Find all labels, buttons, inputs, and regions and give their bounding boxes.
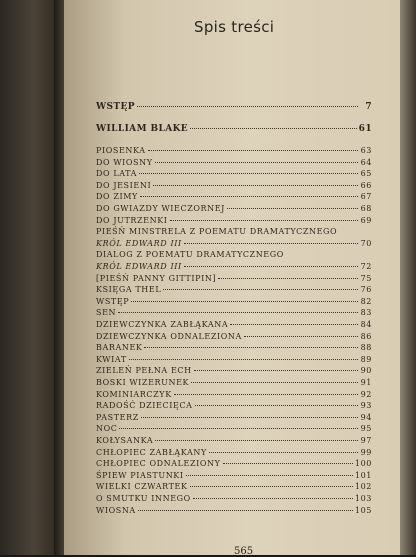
toc-entry-title: DO JUTRZENKI bbox=[96, 216, 168, 225]
toc-entry bbox=[96, 424, 372, 435]
dot-leader bbox=[141, 417, 358, 418]
toc-entry-page: 91 bbox=[360, 378, 372, 387]
toc-entry-page: 88 bbox=[360, 343, 372, 352]
dot-leader bbox=[190, 128, 357, 129]
toc-entry-title: KRÓL EDWARD III bbox=[96, 262, 182, 271]
dot-leader bbox=[193, 498, 353, 499]
toc-entry-title: WIOSNA bbox=[96, 506, 136, 515]
toc-entry-page: 83 bbox=[360, 308, 372, 317]
toc-entry bbox=[96, 204, 372, 215]
toc-entry-page: 75 bbox=[360, 274, 372, 283]
toc-entry bbox=[96, 274, 372, 285]
toc-entry-title: DO LATA bbox=[96, 169, 138, 178]
page-edge-shadow bbox=[400, 0, 416, 555]
toc-entry-page: 90 bbox=[360, 366, 372, 375]
toc-entry-title: CHŁOPIEC ZABŁĄKANY bbox=[96, 448, 207, 457]
toc-entry bbox=[96, 320, 372, 331]
toc-entry bbox=[96, 366, 372, 377]
toc-entry bbox=[96, 436, 372, 447]
toc-entry-page: 72 bbox=[360, 262, 372, 271]
toc-entry-title: DZIEWCZYNKA ZABŁĄKANA bbox=[96, 320, 229, 329]
toc-entry-title: WSTĘP bbox=[96, 102, 135, 112]
toc-entry bbox=[96, 471, 372, 482]
toc-entry bbox=[96, 448, 372, 459]
toc-entry-title: PIOSENKA bbox=[96, 146, 146, 155]
dot-leader bbox=[153, 185, 358, 186]
toc-entry bbox=[96, 146, 372, 157]
dot-leader bbox=[190, 486, 353, 487]
toc-entry bbox=[96, 308, 372, 319]
toc-entry-page: 61 bbox=[358, 124, 372, 134]
toc-entry bbox=[96, 378, 372, 389]
toc-entry-title: BOSKI WIZERUNEK bbox=[96, 378, 190, 387]
toc-major-entry bbox=[96, 101, 372, 113]
dot-leader bbox=[140, 196, 358, 197]
dot-leader bbox=[218, 278, 358, 279]
toc-entry-title: KRÓL EDWARD III bbox=[96, 239, 182, 248]
toc-entry bbox=[96, 390, 372, 401]
dot-leader bbox=[227, 208, 358, 209]
toc-entry-title: WILLIAM BLAKE bbox=[96, 124, 189, 134]
toc-entry-page: 63 bbox=[360, 146, 372, 155]
toc-entry-page: 100 bbox=[354, 459, 372, 468]
toc-entry-page: 101 bbox=[354, 471, 372, 480]
toc-entry bbox=[96, 494, 372, 505]
dot-leader bbox=[186, 475, 353, 476]
dot-leader bbox=[184, 243, 358, 244]
dot-leader bbox=[191, 382, 358, 383]
toc-entry-page: 66 bbox=[360, 181, 372, 190]
toc-entry-page: 70 bbox=[360, 239, 372, 248]
dot-leader bbox=[139, 173, 358, 174]
dot-leader bbox=[155, 440, 358, 441]
toc-entry-page: 67 bbox=[360, 192, 372, 201]
dot-leader bbox=[137, 106, 358, 107]
toc-entry bbox=[96, 459, 372, 470]
toc-entry-title: BARANEK bbox=[96, 343, 143, 352]
toc-entry bbox=[96, 401, 372, 412]
dot-leader bbox=[244, 336, 358, 337]
toc-entry-page: 76 bbox=[360, 285, 372, 294]
page-number: 565 bbox=[234, 546, 254, 557]
dot-leader bbox=[138, 510, 353, 511]
toc-entry-title: KOŁYSANKA bbox=[96, 436, 154, 445]
toc-entry-page: 103 bbox=[354, 494, 372, 503]
toc-entry-title: DO WIOSNY bbox=[96, 158, 153, 167]
dot-leader bbox=[184, 266, 358, 267]
toc-entry bbox=[96, 158, 372, 169]
dot-leader bbox=[131, 301, 358, 302]
toc-entry-title: SEN bbox=[96, 308, 117, 317]
dot-leader bbox=[209, 452, 358, 453]
dot-leader bbox=[148, 150, 358, 151]
dot-leader bbox=[170, 220, 358, 221]
toc-entry-title: KOMINIARCZYK bbox=[96, 390, 172, 399]
toc-entry-page: 105 bbox=[354, 506, 372, 515]
toc-entry-title: NOC bbox=[96, 424, 118, 433]
toc-major-entry bbox=[96, 123, 372, 135]
toc-entry-page: 86 bbox=[360, 332, 372, 341]
toc-entry bbox=[96, 355, 372, 366]
toc-entry-page: 102 bbox=[354, 482, 372, 491]
dot-leader bbox=[144, 347, 358, 348]
toc-entry bbox=[96, 413, 372, 424]
dot-leader bbox=[163, 289, 358, 290]
toc-entry-title: DO JESIENI bbox=[96, 181, 152, 190]
toc-entry bbox=[96, 216, 372, 227]
toc-entry-page: 97 bbox=[360, 436, 372, 445]
toc-entry-page: 64 bbox=[360, 158, 372, 167]
dot-leader bbox=[129, 359, 358, 360]
page-title: Spis treści bbox=[194, 18, 275, 36]
toc-entry-page: 68 bbox=[360, 204, 372, 213]
toc-entry-title: ZIELEŃ PEŁNA ECH bbox=[96, 366, 192, 375]
toc-entry-title: WSTĘP bbox=[96, 297, 130, 306]
toc-entry bbox=[96, 343, 372, 354]
toc-entry-page: 92 bbox=[360, 390, 372, 399]
toc-entry-title: KWIAT bbox=[96, 355, 127, 364]
toc-entry-page: 84 bbox=[360, 320, 372, 329]
toc-entry-title: WIELKI CZWARTEK bbox=[96, 482, 188, 491]
toc-entry-page: 69 bbox=[360, 216, 372, 225]
toc-entry bbox=[96, 239, 372, 250]
toc-entry bbox=[96, 169, 372, 180]
toc-entry bbox=[96, 297, 372, 308]
toc-entry-page: 99 bbox=[360, 448, 372, 457]
toc-entry-page: 94 bbox=[360, 413, 372, 422]
toc-entry-title: O SMUTKU INNEGO bbox=[96, 494, 191, 503]
dot-leader bbox=[174, 394, 358, 395]
toc-entry bbox=[96, 262, 372, 273]
toc-entry bbox=[96, 332, 372, 343]
dot-leader bbox=[195, 405, 358, 406]
dot-leader bbox=[118, 312, 358, 313]
toc-entry-page: 95 bbox=[360, 424, 372, 433]
toc-entry bbox=[96, 192, 372, 203]
dot-leader bbox=[119, 428, 358, 429]
dot-leader bbox=[155, 162, 358, 163]
toc-entry-page: 93 bbox=[360, 401, 372, 410]
toc-entry-page: 65 bbox=[360, 169, 372, 178]
toc-entry-title: ŚPIEW PIASTUNKI bbox=[96, 471, 184, 480]
toc-entry-title: [PIEŚŃ PANNY GITTIPIN] bbox=[96, 274, 217, 283]
toc-entry-title: DZIEWCZYNKA ODNALEZIONA bbox=[96, 332, 242, 341]
toc-entry bbox=[96, 482, 372, 493]
toc-entry-page: 7 bbox=[365, 102, 372, 112]
toc-entry bbox=[96, 506, 372, 517]
toc-entry-caption: PIEŚŃ MINSTRELA Z POEMATU DRAMATYCZNEGO bbox=[96, 227, 338, 236]
dot-leader bbox=[230, 324, 358, 325]
toc-entry bbox=[96, 181, 372, 192]
toc-entry-title: RADOŚĆ DZIECIĘCA bbox=[96, 401, 193, 410]
dot-leader bbox=[194, 370, 358, 371]
dot-leader bbox=[223, 463, 353, 464]
previous-page-edge bbox=[0, 0, 62, 555]
toc-entry bbox=[96, 285, 372, 296]
toc-entry-title: DO GWIAZDY WIECZORNEJ bbox=[96, 204, 225, 213]
toc-entry-caption: DIALOG Z POEMATU DRAMATYCZNEGO bbox=[96, 250, 284, 259]
toc-entry-title: PASTERZ bbox=[96, 413, 139, 422]
toc-entry-title: KSIĘGA THEL bbox=[96, 285, 162, 294]
toc-entry-title: CHŁOPIEC ODNALEZIONY bbox=[96, 459, 221, 468]
toc-entry-page: 89 bbox=[360, 355, 372, 364]
toc-entry-page: 82 bbox=[360, 297, 372, 306]
toc-entry-title: DO ZIMY bbox=[96, 192, 138, 201]
